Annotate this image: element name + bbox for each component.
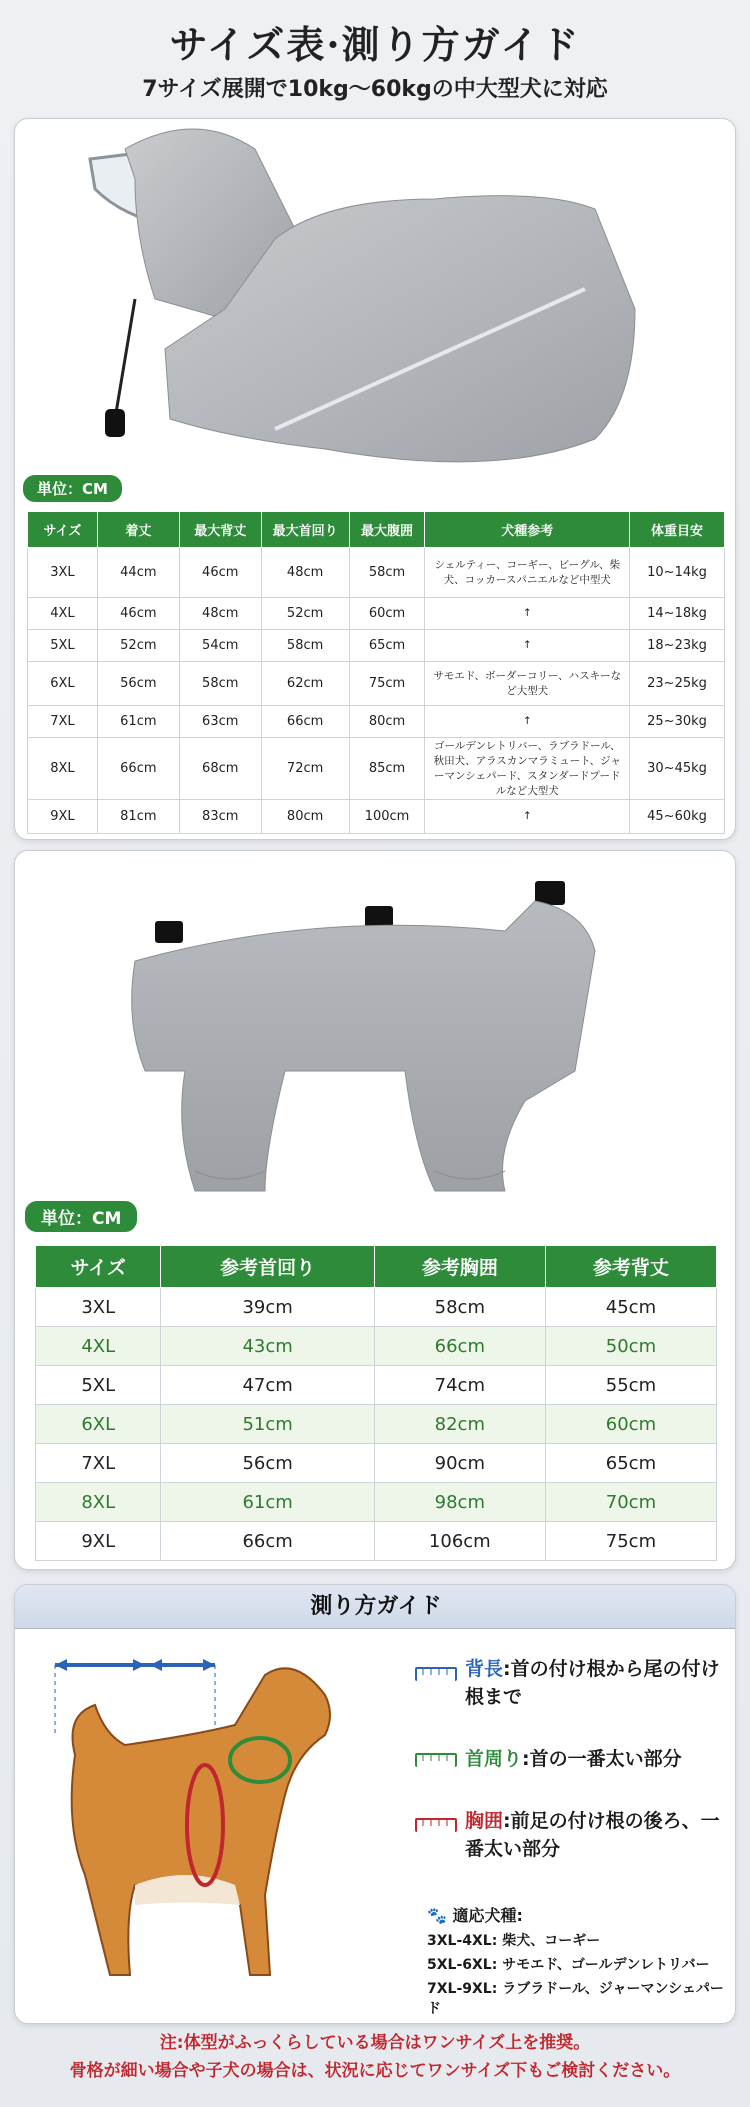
size-cell: 8XL (28, 738, 98, 800)
table-cell: 60cm (349, 598, 425, 630)
table-cell: 98cm (374, 1483, 545, 1522)
table-cell: 63cm (179, 706, 261, 738)
paw-icon: 🐾 (427, 1906, 447, 1925)
table-cell: 60cm (545, 1405, 716, 1444)
table-cell: 18~23kg (630, 630, 725, 662)
table-cell: 68cm (179, 738, 261, 800)
table-cell: 46cm (179, 548, 261, 598)
table-cell: 75cm (349, 662, 425, 706)
table-row (36, 1288, 717, 1327)
table-cell: ゴールデンレトリバー、ラブラドール、秋田犬、アラスカンマラミュート、ジャーマンシェパード、スタンダードプードルなど大型犬 (425, 738, 630, 800)
ruler-icon (415, 1818, 457, 1832)
table-cell: 43cm (161, 1327, 374, 1366)
breed-list: 🐾 適応犬種: 3XL-4XL: 柴犬、コーギー 5XL-6XL: サモエド、ゴールデンレトリバー 7XL-9XL: ラブラドール、ジャーマンシェパード (427, 1903, 735, 2022)
table-row (36, 1366, 717, 1405)
table-cell: 23~25kg (630, 662, 725, 706)
size-cell: 4XL (28, 598, 98, 630)
table-cell: 52cm (97, 630, 179, 662)
table-cell: 106cm (374, 1522, 545, 1561)
table-row (28, 738, 725, 800)
table-cell: 30~45kg (630, 738, 725, 800)
table-header: 参考首回り (161, 1246, 374, 1288)
table-cell: 85cm (349, 738, 425, 800)
unit-label: 単位：CM (25, 1201, 137, 1232)
table-cell: 81cm (97, 800, 179, 834)
suit-size-card (14, 850, 736, 1570)
table-row (36, 1444, 717, 1483)
table-cell: 66cm (374, 1327, 545, 1366)
size-cell: 9XL (28, 800, 98, 834)
table-cell: 83cm (179, 800, 261, 834)
table-cell: 62cm (261, 662, 349, 706)
table-cell: 54cm (179, 630, 261, 662)
table-header: 最大首回り (261, 512, 349, 548)
table-cell: 14~18kg (630, 598, 725, 630)
table-cell: 58cm (261, 630, 349, 662)
table-cell: 65cm (545, 1444, 716, 1483)
measure-guide-card (14, 1584, 736, 2024)
table-cell: 48cm (261, 548, 349, 598)
size-cell: 6XL (28, 662, 98, 706)
breed-item: 5XL-6XL: サモエド、ゴールデンレトリバー (427, 1957, 710, 1973)
table-header: 犬種参考 (425, 512, 630, 548)
table-cell: 50cm (545, 1327, 716, 1366)
table-cell: 45cm (545, 1288, 716, 1327)
table-cell: シェルティー、コーギー、ビーグル、柴犬、コッカースパニエルなど中型犬 (425, 548, 630, 598)
table-row (28, 800, 725, 834)
table-cell: 58cm (374, 1288, 545, 1327)
table-cell: 100cm (349, 800, 425, 834)
table-cell: 25~30kg (630, 706, 725, 738)
ruler-icon (415, 1753, 457, 1767)
table-header: 参考胸囲 (374, 1246, 545, 1288)
size-cell: 5XL (28, 630, 98, 662)
table-cell: 80cm (349, 706, 425, 738)
size-cell: 6XL (36, 1405, 161, 1444)
note-line-1: 注:体型がふっくらしている場合はワンサイズ上を推奨。 (159, 2033, 591, 2053)
table-cell: 61cm (97, 706, 179, 738)
note-line-2: 骨格が細い場合や子犬の場合は、状況に応じてワンサイズ下もご検討ください。 (69, 2061, 681, 2081)
table-cell: 51cm (161, 1405, 374, 1444)
unit-label: 単位：CM (23, 475, 122, 502)
table-cell: サモエド、ボーダーコリー、ハスキーなど大型犬 (425, 662, 630, 706)
table-cell: 58cm (179, 662, 261, 706)
size-cell: 8XL (36, 1483, 161, 1522)
page-title: サイズ表·測り方ガイド (169, 22, 581, 67)
table-cell: 44cm (97, 548, 179, 598)
table-cell: 48cm (179, 598, 261, 630)
table-row (28, 662, 725, 706)
size-cell: 5XL (36, 1366, 161, 1405)
table-cell: 10~14kg (630, 548, 725, 598)
table-cell: 75cm (545, 1522, 716, 1561)
table-row (36, 1483, 717, 1522)
page-subtitle: 7サイズ展開で10kg～60kgの中大型犬に対応 (142, 77, 608, 102)
table-row (28, 598, 725, 630)
table-cell: 70cm (545, 1483, 716, 1522)
table-cell: 58cm (349, 548, 425, 598)
table-header: 最大背丈 (179, 512, 261, 548)
table-cell: 66cm (161, 1522, 374, 1561)
suit-image (115, 871, 655, 1211)
ruler-icon (415, 1667, 457, 1681)
size-cell: 9XL (36, 1522, 161, 1561)
guide-title: 測り方ガイド (15, 1585, 736, 1629)
table-header: 体重目安 (630, 512, 725, 548)
table-cell: ↑ (425, 800, 630, 834)
size-cell: 7XL (28, 706, 98, 738)
table-cell: 82cm (374, 1405, 545, 1444)
legend-back-length: 背長:首の付け根から尾の付け根まで (465, 1658, 720, 1708)
table-row (36, 1405, 717, 1444)
table-cell: 45~60kg (630, 800, 725, 834)
table-cell: 61cm (161, 1483, 374, 1522)
legend-neck: 首周り:首の一番太い部分 (465, 1748, 682, 1770)
table-cell: 90cm (374, 1444, 545, 1483)
table-row (28, 548, 725, 598)
table-cell: ↑ (425, 630, 630, 662)
raincoat-size-table (27, 511, 725, 834)
table-cell: 74cm (374, 1366, 545, 1405)
size-cell: 3XL (36, 1288, 161, 1327)
table-cell: ↑ (425, 598, 630, 630)
table-header: サイズ (36, 1246, 161, 1288)
breed-item: 3XL-4XL: 柴犬、コーギー (427, 1933, 601, 1949)
table-cell: 72cm (261, 738, 349, 800)
table-header: 参考背丈 (545, 1246, 716, 1288)
suit-size-table (35, 1245, 717, 1561)
size-cell: 3XL (28, 548, 98, 598)
table-cell: 46cm (97, 598, 179, 630)
table-header: サイズ (28, 512, 98, 548)
table-cell: 66cm (97, 738, 179, 800)
table-row (36, 1522, 717, 1561)
table-cell: 52cm (261, 598, 349, 630)
table-cell: 56cm (97, 662, 179, 706)
table-cell: 80cm (261, 800, 349, 834)
table-row (28, 630, 725, 662)
size-cell: 4XL (36, 1327, 161, 1366)
table-cell: 47cm (161, 1366, 374, 1405)
table-cell: 65cm (349, 630, 425, 662)
table-cell: 39cm (161, 1288, 374, 1327)
raincoat-size-card (14, 118, 736, 840)
table-cell: 56cm (161, 1444, 374, 1483)
table-header: 着丈 (97, 512, 179, 548)
breed-item: 7XL-9XL: ラブラドール、ジャーマンシェパード (427, 1981, 724, 2017)
table-cell: 66cm (261, 706, 349, 738)
table-header: 最大腹囲 (349, 512, 425, 548)
size-cell: 7XL (36, 1444, 161, 1483)
dog-illustration (35, 1635, 415, 2015)
table-cell: ↑ (425, 706, 630, 738)
legend-chest: 胸囲:前足の付け根の後ろ、一番太い部分 (465, 1810, 720, 1860)
table-row (36, 1327, 717, 1366)
table-cell: 55cm (545, 1366, 716, 1405)
raincoat-image (75, 119, 675, 479)
table-row (28, 706, 725, 738)
